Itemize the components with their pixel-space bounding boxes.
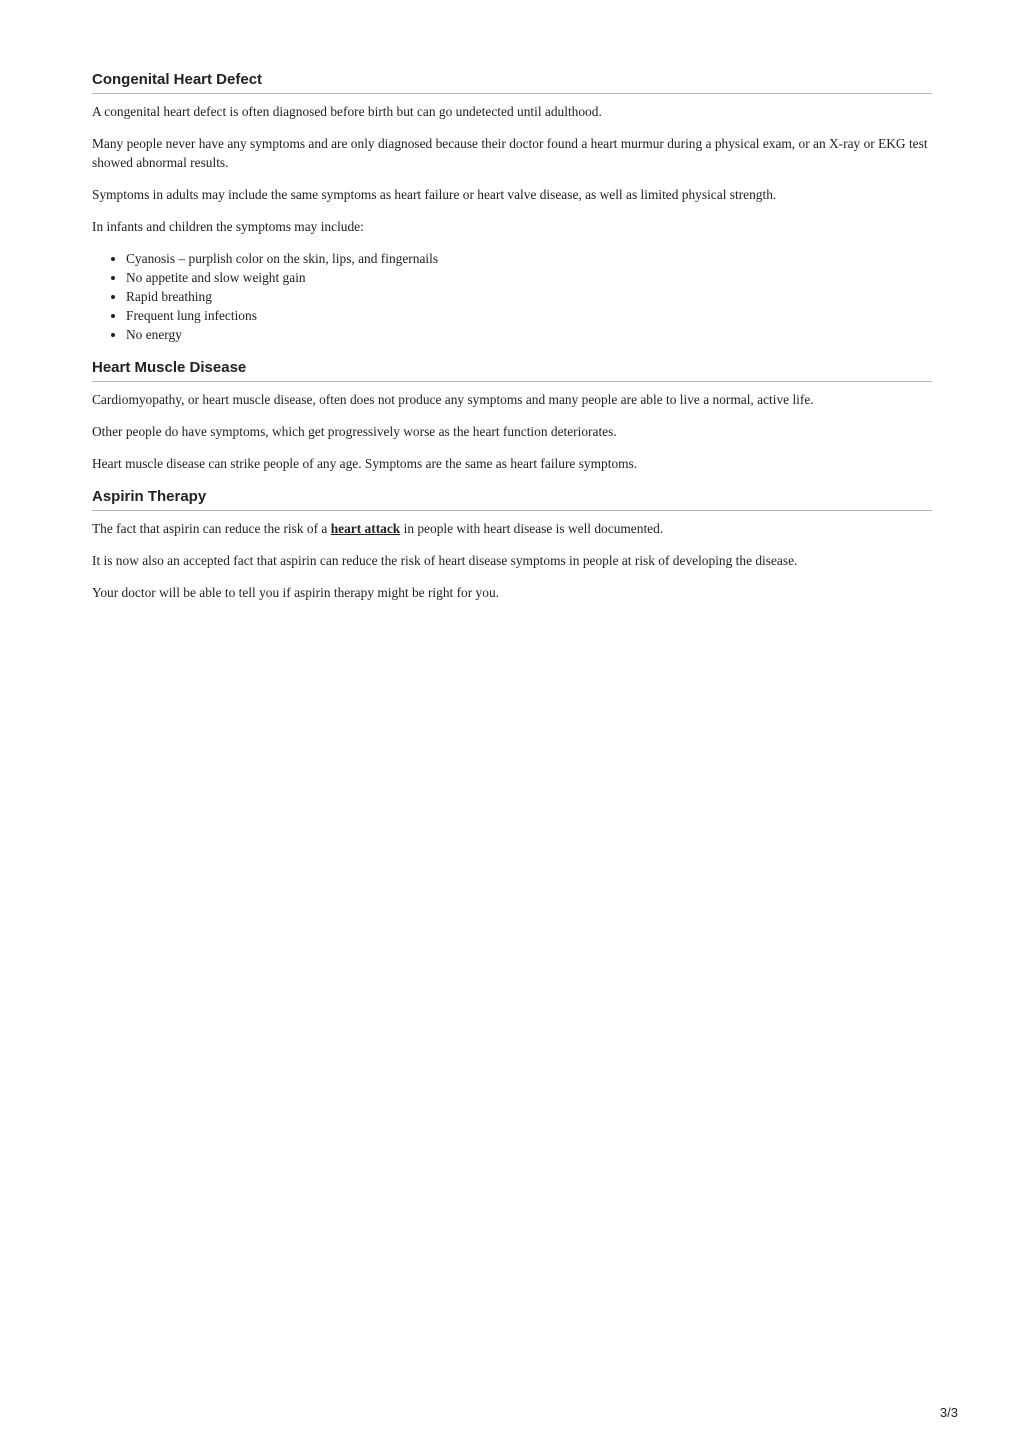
list-item: • No energy — [126, 325, 932, 344]
section-aspirin-therapy — [92, 487, 932, 602]
page-number: 3/3 — [939, 1405, 958, 1420]
section-heart-muscle-disease — [92, 358, 932, 473]
section-congenital-heart-defect — [92, 70, 932, 344]
section-title: Congenital Heart Defect — [92, 70, 932, 94]
paragraph: Many people never have any symptoms and are only diagnosed because their doctor found a heart murmur during a physical exam, or an X-ray or EKG test showed abnormal results. — [92, 136, 928, 170]
paragraph: Other people do have symptoms, which get progressively worse as the heart function deteriorates. — [92, 424, 617, 439]
paragraph: Heart muscle disease can strike people of any age. Symptoms are the same as heart failure symptoms. — [92, 456, 638, 471]
list-item: • Cyanosis – purplish color on the skin, lips, and fingernails — [126, 249, 932, 268]
paragraph: Cardiomyopathy, or heart muscle disease, often does not produce any symptoms and many people are able to live a normal, active life. — [92, 392, 814, 407]
paragraph — [92, 519, 932, 538]
symptom-list — [92, 249, 932, 344]
paragraph: Your doctor will be able to tell you if aspirin therapy might be right for you. — [92, 585, 499, 600]
list-item: • Rapid breathing — [126, 287, 932, 306]
text-run: The fact that aspirin can reduce the risk of a — [92, 521, 331, 536]
list-item: • Frequent lung infections — [126, 306, 932, 325]
document-page — [92, 70, 932, 616]
section-title: Aspirin Therapy — [92, 487, 932, 511]
heart-attack-link[interactable]: heart attack — [330, 521, 401, 536]
list-item: • No appetite and slow weight gain — [126, 268, 932, 287]
section-title: Heart Muscle Disease — [92, 358, 932, 382]
paragraph: Symptoms in adults may include the same symptoms as heart failure or heart valve disease, as well as limited physical strength. — [92, 187, 777, 202]
paragraph: In infants and children the symptoms may include: — [92, 219, 364, 234]
paragraph: It is now also an accepted fact that aspirin can reduce the risk of heart disease symptoms in people at risk of developing the disease. — [92, 553, 798, 568]
paragraph: A congenital heart defect is often diagnosed before birth but can go undetected until adulthood. — [92, 104, 602, 119]
text-run: in people with heart disease is well documented. — [400, 521, 664, 536]
